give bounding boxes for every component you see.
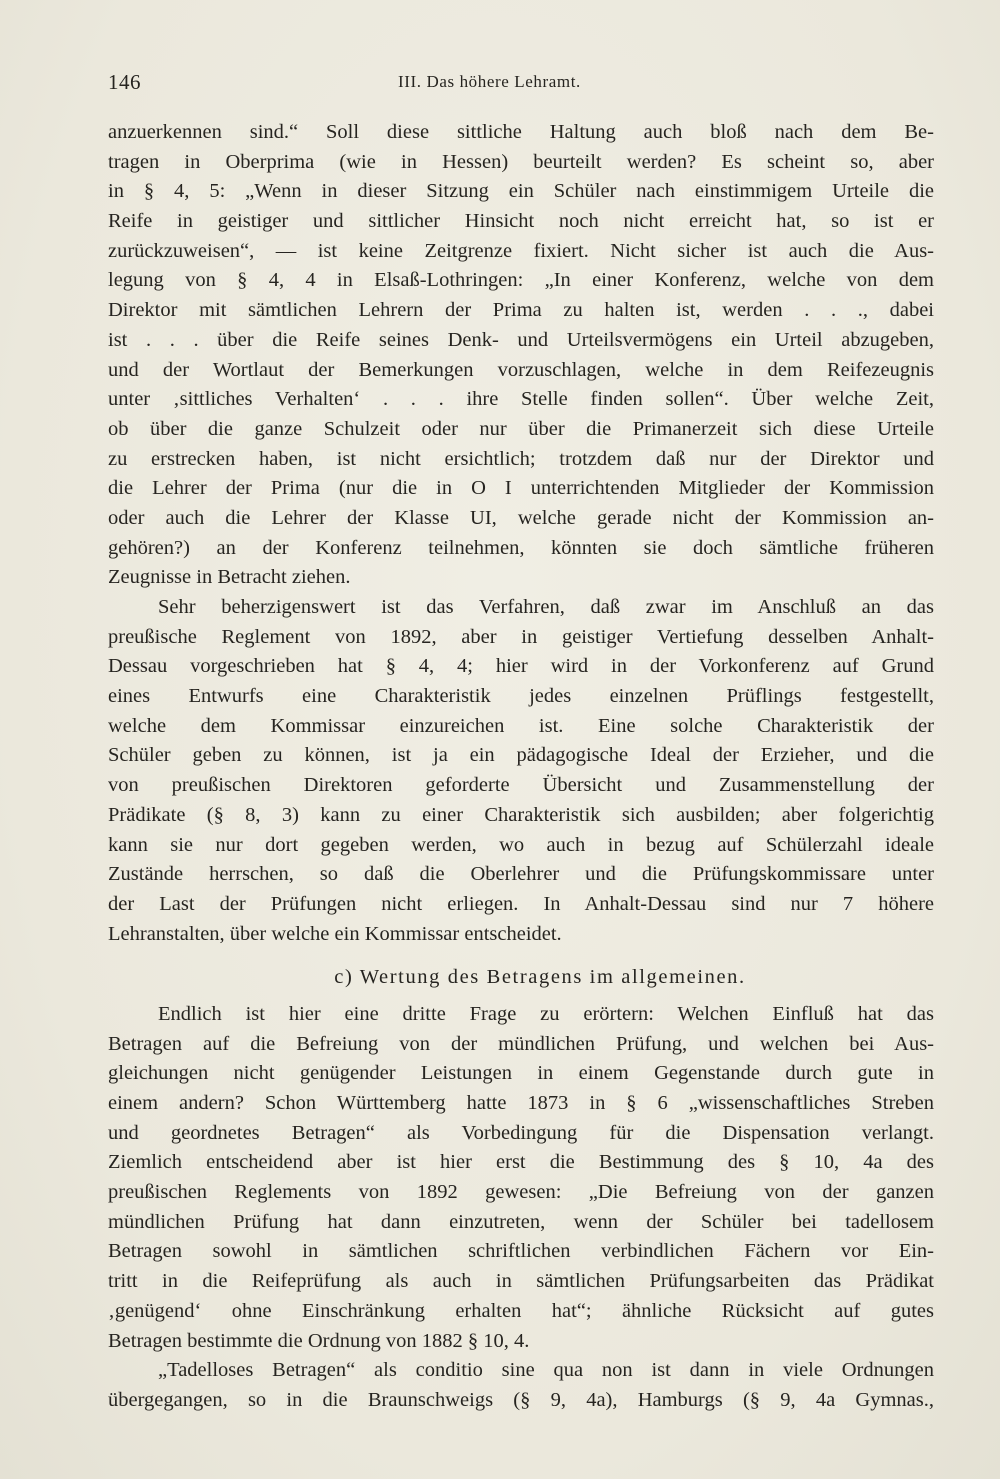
text-line: Lehranstalten, über welche ein Kommissar entscheidet. [108,922,562,945]
text-line: legung von § 4, 4 in Elsaß-Lothringen: „In einer Konferenz, welche von dem [108,269,934,292]
text-line: zu erstrecken haben, ist nicht ersichtlich; trotzdem daß nur der Direktor und [108,447,934,470]
text-line: kann sie nur dort gegeben werden, wo auch in bezug auf Schülerzahl ideale [108,833,934,856]
text-line: gleichungen nicht genügender Leistungen in einem Gegenstande durch gute in [108,1062,934,1085]
text-line: der Last der Prüfungen nicht erliegen. In Anhalt-Dessau sind nur 7 höhere [108,892,934,915]
running-head: III. Das höhere Lehramt. [398,72,581,91]
text-line: die Lehrer der Prima (nur die in O I unterrichtenden Mitglieder der Kommission [108,477,934,500]
text-line: Betragen bestimmte die Ordnung von 1882 § 10, 4. [108,1329,530,1352]
text-line: Sehr beherzigenswert ist das Verfahren, daß zwar im Anschluß an das [158,596,934,618]
text-line: und geordnetes Betragen“ als Vorbedingung für die Dispensation verlangt. [108,1121,934,1144]
text-line: ist . . . über die Reife seines Denk- und Urteilsvermögens ein Urteil abzugeben, [108,328,934,351]
text-line: „Tadelloses Betragen“ als conditio sine qua non ist dann in viele Ordnungen [158,1359,934,1382]
text-line: zurückzuweisen“, — ist keine Zeitgrenze fixiert. Nicht sicher ist auch die Aus- [108,239,934,262]
text-line: tragen in Oberprima (wie in Hessen) beurteilt werden? Es scheint so, aber [108,150,934,173]
text-line: eines Entwurfs eine Charakteristik jedes einzelnen Prüflings festgestellt, [108,685,934,708]
paragraph [108,1356,934,1415]
page-body [108,118,934,1416]
text-line: welche dem Kommissar einzureichen ist. Eine solche Charakteristik der [108,714,934,737]
section-heading: c) Wertung des Betragens im allgemeinen. [334,966,746,989]
text-line: übergegangen, so in die Braunschweigs (§ 9, 4a), Hamburgs (§ 9, 4a Gymnas., [108,1388,934,1411]
text-line: in § 4, 5: „Wenn in dieser Sitzung ein Schüler nach einstimmigem Urteile die [108,180,934,203]
text-line: mündlichen Prüfung hat dann einzutreten, wenn der Schüler bei tadellosem [108,1210,934,1233]
text-line: Ziemlich entscheidend aber ist hier erst die Bestimmung des § 10, 4a des [108,1151,934,1174]
text-line: Schüler geben zu können, ist ja ein pädagogische Ideal der Erzieher, und die [108,744,934,767]
text-line: Zeugnisse in Betracht ziehen. [108,566,351,589]
text-line: Direktor mit sämtlichen Lehrern der Prima zu halten ist, werden . . ., dabei [108,299,934,322]
text-line: unter ‚sittliches Verhalten‘ . . . ihre Stelle finden sollen“. Über welche Zeit, [108,388,934,411]
text-line: einem andern? Schon Württemberg hatte 1873 in § 6 „wissenschaftliches Streben [108,1092,934,1115]
text-line: oder auch die Lehrer der Klasse UI, welche gerade nicht der Kommission an- [108,506,934,529]
text-line: Betragen sowohl in sämtlichen schriftlichen verbindlichen Fächern vor Ein- [108,1240,934,1263]
text-line: Reife in geistiger und sittlicher Hinsicht noch nicht erreicht hat, so ist er [108,210,934,233]
text-line: anzuerkennen sind.“ Soll diese sittliche Haltung auch bloß nach dem Be- [108,121,934,143]
text-line: preußischen Reglements von 1892 gewesen: „Die Befreiung von der ganzen [108,1181,934,1204]
paragraph [108,118,934,593]
text-line: Endlich ist hier eine dritte Frage zu erörtern: Welchen Einfluß hat das [158,1002,934,1025]
paragraph [108,593,934,949]
text-line: und der Wortlaut der Bemerkungen vorzuschlagen, welche in dem Reifezeugnis [108,358,934,381]
text-line: gehören?) an der Konferenz teilnehmen, könnten sie doch sämtliche früheren [108,536,934,559]
text-line: preußische Reglement von 1892, aber in geistiger Vertiefung desselben Anhalt- [108,625,934,648]
text-line: ‚genügend‘ ohne Einschränkung erhalten hat“; ähnliche Rücksicht auf gutes [108,1299,934,1322]
text-line: Dessau vorgeschrieben hat § 4, 4; hier wird in der Vorkonferenz auf Grund [108,655,934,678]
text-line: Zustände herrschen, so daß die Oberlehrer und die Prüfungskommissare unter [108,863,934,886]
page-header [108,70,934,100]
text-line: ob über die ganze Schulzeit oder nur über die Primanerzeit sich diese Urteile [108,417,934,440]
paragraph [108,1000,934,1356]
text-line: von preußischen Direktoren geforderte Übersicht und Zusammenstellung der [108,774,934,797]
page-number: 146 [108,70,141,94]
text-line: Betragen auf die Befreiung von der mündlichen Prüfung, und welchen bei Aus- [108,1032,934,1055]
text-line: tritt in die Reifeprüfung als auch in sämtlichen Prüfungsarbeiten das Prädikat [108,1270,934,1293]
text-line: Prädikate (§ 8, 3) kann zu einer Charakteristik sich ausbilden; aber folgerichtig [108,803,934,826]
